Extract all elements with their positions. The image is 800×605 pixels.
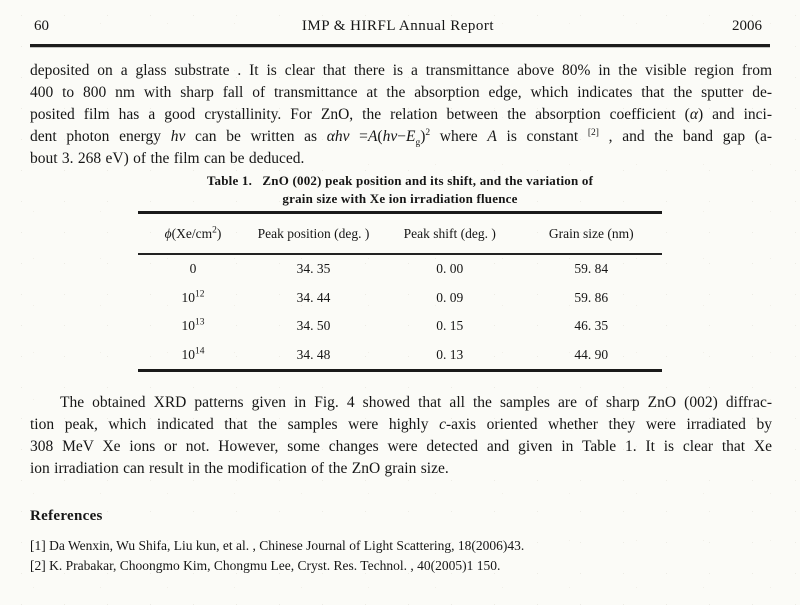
header-rule: [30, 44, 770, 47]
cell-grain-size: 44. 90: [574, 346, 609, 362]
cell-fluence: 0: [189, 261, 197, 277]
cell-peak-shift: 0. 13: [436, 346, 464, 362]
text-line: dent photon energy hν can be written as $\alpha h\nu =A(h\nu-E_g)^2$ where A is constant [2] , and the band gap (a-: [30, 127, 772, 149]
cell-peak-position: 34. 35: [296, 261, 331, 277]
column-header-grain-size: Grain size (nm): [548, 225, 634, 241]
table-row: [138, 284, 662, 313]
table-caption-line: grain size with Xe ion irradiation fluence: [282, 190, 518, 206]
table-bottom-rule: [138, 369, 662, 372]
text-line: deposited on a glass substrate . It is clear that there is a transmittance above 80% in the visible region from: [30, 62, 772, 79]
cell-peak-position: 34. 50: [296, 318, 331, 334]
table-row: [138, 255, 662, 284]
column-header-peak-position: Peak position (deg. ): [257, 225, 370, 241]
text-line: posited film has a good crystallinity. For ZnO, the relation between the absorption coefficient (α) and inci-: [30, 106, 772, 123]
cell-peak-position: 34. 48: [296, 346, 331, 362]
data-table: [138, 211, 662, 372]
cell-grain-size: 46. 35: [574, 318, 609, 334]
cell-grain-size: 59. 86: [574, 289, 609, 305]
table-caption-line: Table 1. ZnO (002) peak position and its shift, and the variation of: [206, 173, 594, 188]
page-number: 60: [34, 18, 49, 34]
cell-peak-shift: 0. 09: [436, 289, 464, 305]
body-paragraph-1: [30, 60, 772, 170]
cell-peak-position: 34. 44: [296, 289, 331, 305]
column-header-fluence: $\phi(Xe/cm^2)$: [164, 225, 222, 241]
text-line: 400 to 800 nm with sharp fall of transmittance at the absorption edge, which indicates that the sputter de-: [30, 84, 772, 101]
reference-item: [1] Da Wenxin, Wu Shifa, Liu kun, et al. , Chinese Journal of Light Scattering, 18(2006)43.: [30, 538, 525, 553]
reference-item: [2] K. Prabakar, Choongmo Kim, Chongmu Lee, Cryst. Res. Technol. , 40(2005)1 150.: [30, 557, 501, 573]
cell-fluence: $10^{12}$: [181, 289, 205, 305]
table-row: [138, 341, 662, 370]
cell-peak-shift: 0. 00: [436, 261, 464, 277]
table-caption: [60, 172, 740, 207]
cell-grain-size: 59. 84: [574, 261, 609, 277]
references-heading: References: [30, 508, 103, 524]
text-line: bout 3. 268 eV) of the film can be deduced.: [30, 150, 305, 167]
text-line: ion irradiation can result in the modification of the ZnO grain size.: [30, 460, 449, 477]
text-line: tion peak, which indicated that the samples were highly c-axis oriented whether they were irradiated by: [30, 416, 772, 433]
report-title: IMP & HIRFL Annual Report: [301, 18, 495, 34]
table-header-row: [138, 214, 662, 253]
text-line: The obtained XRD patterns given in Fig. 4 showed that all the samples are of sharp ZnO (002) diffrac-: [60, 394, 772, 411]
page-header: [0, 0, 800, 36]
text-line: 308 MeV Xe ions or not. However, some changes were detected and given in Table 1. It is clear that Xe: [30, 438, 772, 455]
body-paragraph-2: [30, 392, 772, 480]
references-list: [30, 536, 772, 575]
column-header-peak-shift: Peak shift (deg. ): [403, 225, 496, 241]
cell-fluence: $10^{14}$: [181, 346, 205, 362]
cell-peak-shift: 0. 15: [436, 318, 464, 334]
table-row: [138, 312, 662, 341]
report-year: 2006: [732, 18, 762, 34]
cell-fluence: $10^{13}$: [181, 317, 205, 334]
